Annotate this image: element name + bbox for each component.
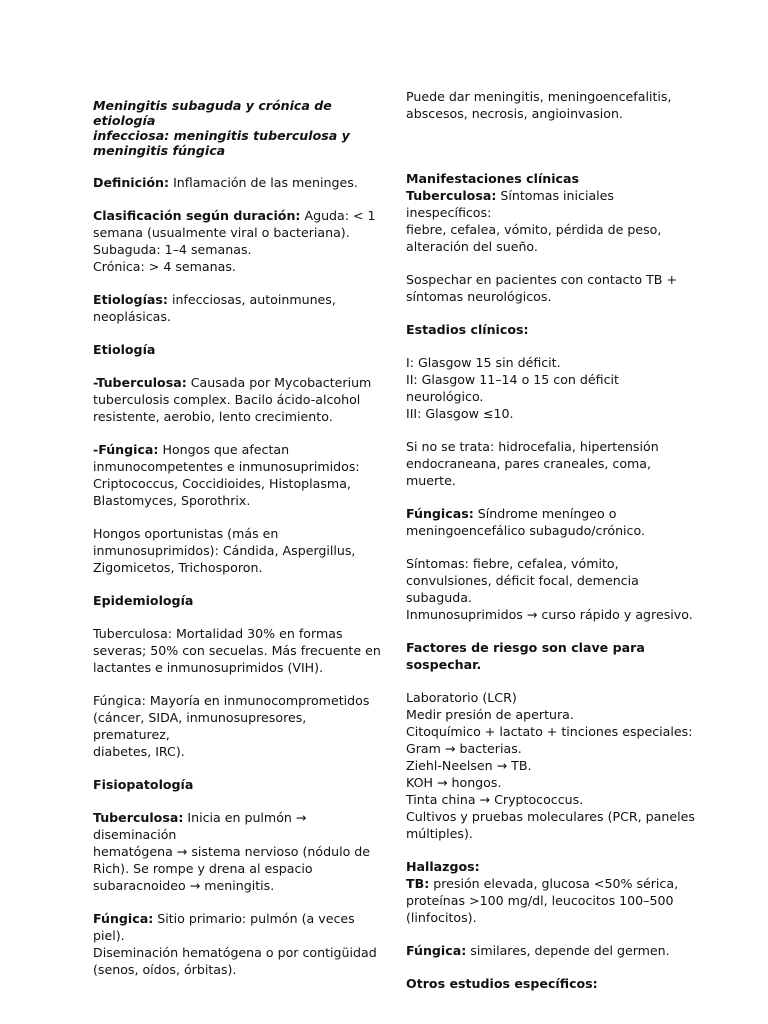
text-line: Laboratorio (LCR) bbox=[406, 690, 517, 705]
text-line: neoplásicas. bbox=[93, 309, 171, 324]
text-line: muerte. bbox=[406, 473, 456, 488]
text-line: KOH → hongos. bbox=[406, 775, 502, 790]
text-line: Inmunosuprimidos → curso rápido y agresivo. bbox=[406, 607, 693, 622]
etiologias-label: Etiologías: bbox=[93, 292, 168, 307]
no-trata-paragraph bbox=[406, 438, 698, 489]
text-line: subaguda. bbox=[406, 590, 472, 605]
definicion-paragraph bbox=[93, 174, 385, 191]
text-line: Gram → bacterias. bbox=[406, 741, 522, 756]
text-line: (senos, oídos, órbitas). bbox=[93, 962, 237, 977]
epidemiologia-heading: Epidemiología bbox=[93, 593, 194, 608]
text-line: Síntomas iniciales inespecíficos: bbox=[406, 188, 614, 220]
text-line: severas; 50% con secuelas. Más frecuente en bbox=[93, 643, 381, 658]
text-line: inmunocompetentes e inmunosuprimidos: bbox=[93, 459, 360, 474]
text-line: lactantes e inmunosuprimidos (VIH). bbox=[93, 660, 324, 675]
fungica-label: -Fúngica: bbox=[93, 442, 159, 457]
text-line: endocraneana, pares craneales, coma, bbox=[406, 456, 652, 471]
text-line: diabetes, IRC). bbox=[93, 744, 185, 759]
laboratorio-paragraph bbox=[406, 689, 698, 842]
text-line: Hongos oportunistas (más en bbox=[93, 526, 279, 541]
manif-tb-label: Tuberculosa: bbox=[406, 188, 497, 203]
fisiopatologia-heading: Fisiopatología bbox=[93, 777, 194, 792]
text-line: Blastomyces, Sporothrix. bbox=[93, 493, 251, 508]
text-line: I: Glasgow 15 sin déficit. bbox=[406, 355, 561, 370]
right-column bbox=[406, 88, 698, 992]
clasificacion-label: Clasificación según duración: bbox=[93, 208, 301, 223]
manifestaciones-heading: Manifestaciones clínicas bbox=[406, 171, 580, 186]
text-line: II: Glasgow 11–14 o 15 con déficit neurológico. bbox=[406, 372, 619, 404]
text-line: proteínas >100 mg/dl, leucocitos 100–500 bbox=[406, 893, 674, 908]
hallazgos-fungica-paragraph bbox=[406, 942, 698, 959]
text-line: tuberculosis complex. Bacilo ácido-alcohol bbox=[93, 392, 361, 407]
text-line: Crónica: > 4 semanas. bbox=[93, 259, 236, 274]
text-line: Rich). Se rompe y drena al espacio bbox=[93, 861, 313, 876]
fisio-fungica-label: Fúngica: bbox=[93, 911, 154, 926]
definicion-label: Definición: bbox=[93, 175, 170, 190]
text-line: Cultivos y pruebas moleculares (PCR, paneles bbox=[406, 809, 695, 824]
hallazgos-heading: Hallazgos: bbox=[406, 859, 480, 874]
hallazgos-tb-label: TB: bbox=[406, 876, 430, 891]
title-line: infecciosa: meningitis tuberculosa y bbox=[93, 128, 350, 143]
title-line: Meningitis subaguda y crónica de etiología bbox=[93, 98, 332, 128]
oportunistas-paragraph bbox=[93, 525, 385, 576]
text-line: semana (usualmente viral o bacteriana). bbox=[93, 225, 350, 240]
text-line: Medir presión de apertura. bbox=[406, 707, 574, 722]
fisio-tb-label: Tuberculosa: bbox=[93, 810, 184, 825]
text-line: infecciosas, autoinmunes, bbox=[167, 292, 336, 307]
fungica-paragraph bbox=[93, 441, 385, 509]
text-line: abscesos, necrosis, angioinvasion. bbox=[406, 106, 623, 121]
text-line: Inicia en pulmón → diseminación bbox=[93, 810, 307, 842]
text-line: Sitio primario: pulmón (a veces piel). bbox=[93, 911, 355, 943]
definicion-text: Inflamación de las meninges. bbox=[169, 175, 358, 190]
text-line: presión elevada, glucosa <50% sérica, bbox=[429, 876, 679, 891]
fungicas-paragraph bbox=[406, 505, 698, 539]
text-line: Síntomas: fiebre, cefalea, vómito, bbox=[406, 556, 619, 571]
text-line: Diseminación hematógena o por contigüidad bbox=[93, 945, 377, 960]
intro-paragraph bbox=[406, 88, 698, 122]
text-line: similares, depende del germen. bbox=[466, 943, 670, 958]
fisio-fungica-paragraph bbox=[93, 910, 385, 978]
etiologias-paragraph bbox=[93, 291, 385, 325]
sintomas-paragraph bbox=[406, 555, 698, 623]
left-column bbox=[93, 98, 385, 978]
text-line: Citoquímico + lactato + tinciones especiales: bbox=[406, 724, 693, 739]
factores-heading: Factores de riesgo son clave para sospechar. bbox=[406, 640, 645, 672]
manif-tb-paragraph bbox=[406, 187, 698, 255]
title-line: meningitis fúngica bbox=[93, 143, 226, 158]
document-title bbox=[93, 98, 385, 158]
text-line: Zigomicetos, Trichosporon. bbox=[93, 560, 263, 575]
text-line: meningoencefálico subagudo/crónico. bbox=[406, 523, 645, 538]
otros-estudios-heading: Otros estudios específicos: bbox=[406, 976, 598, 991]
text-line: subaracnoideo → meningitis. bbox=[93, 878, 275, 893]
text-line: hematógena → sistema nervioso (nódulo de bbox=[93, 844, 371, 859]
text-line: Hongos que afectan bbox=[158, 442, 290, 457]
sospechar-paragraph bbox=[406, 271, 698, 305]
text-line: Puede dar meningitis, meningoencefalitis, bbox=[406, 89, 672, 104]
text-line: Tuberculosa: Mortalidad 30% en formas bbox=[93, 626, 343, 641]
fungicas-label: Fúngicas: bbox=[406, 506, 474, 521]
text-line: síntomas neurológicos. bbox=[406, 289, 552, 304]
tuberculosa-paragraph bbox=[93, 374, 385, 425]
text-line: Si no se trata: hidrocefalia, hipertensión bbox=[406, 439, 659, 454]
hallazgos-fungica-label: Fúngica: bbox=[406, 943, 467, 958]
text-line: III: Glasgow ≤10. bbox=[406, 406, 514, 421]
text-line: inmunosuprimidos): Cándida, Aspergillus, bbox=[93, 543, 356, 558]
text-line: Síndrome meníngeo o bbox=[473, 506, 617, 521]
epi-tb-paragraph bbox=[93, 625, 385, 676]
text-line: Criptococcus, Coccidioides, Histoplasma, bbox=[93, 476, 351, 491]
estadios-paragraph bbox=[406, 354, 698, 422]
text-line: alteración del sueño. bbox=[406, 239, 538, 254]
epi-fungica-paragraph bbox=[93, 692, 385, 760]
text-line: Sospechar en pacientes con contacto TB + bbox=[406, 272, 677, 287]
text-line: resistente, aerobio, lento crecimiento. bbox=[93, 409, 333, 424]
text-line: fiebre, cefalea, vómito, pérdida de peso, bbox=[406, 222, 662, 237]
text-line: (linfocitos). bbox=[406, 910, 477, 925]
clasificacion-paragraph bbox=[93, 207, 385, 275]
text-line: Subaguda: 1–4 semanas. bbox=[93, 242, 252, 257]
text-line: (cáncer, SIDA, inmunosupresores, prematurez, bbox=[93, 710, 307, 742]
etiologia-heading: Etiología bbox=[93, 342, 156, 357]
text-line: múltiples). bbox=[406, 826, 473, 841]
tuberculosa-label: -Tuberculosa: bbox=[93, 375, 187, 390]
text-line: Causada por Mycobacterium bbox=[186, 375, 372, 390]
text-line: Tinta china → Cryptococcus. bbox=[406, 792, 584, 807]
estadios-heading: Estadios clínicos: bbox=[406, 322, 529, 337]
text-line: Fúngica: Mayoría en inmunocomprometidos bbox=[93, 693, 370, 708]
fisio-tb-paragraph bbox=[93, 809, 385, 894]
text-line: Ziehl-Neelsen → TB. bbox=[406, 758, 532, 773]
text-line: convulsiones, déficit focal, demencia bbox=[406, 573, 639, 588]
text-line: Aguda: < 1 bbox=[300, 208, 376, 223]
hallazgos-tb-paragraph bbox=[406, 875, 698, 926]
